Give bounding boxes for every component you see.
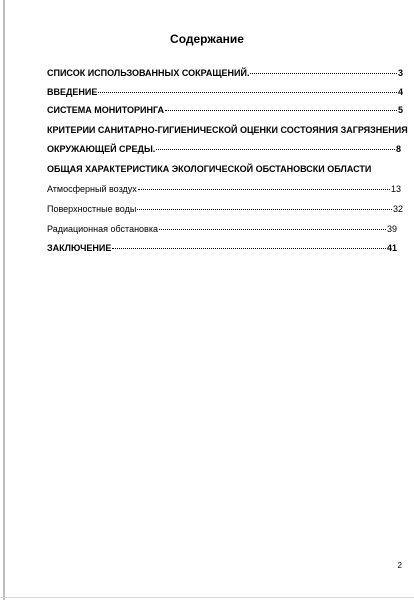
toc-entry-monitoring-system[interactable] (47, 104, 403, 116)
toc-page-number: 13 (390, 184, 401, 194)
page-title: Содержание (170, 32, 244, 46)
toc-entry-conclusion[interactable] (47, 242, 403, 254)
leader-dots (138, 189, 390, 190)
toc-entry-atmospheric-air[interactable] (47, 183, 403, 195)
toc-entry-text: ВВЕДЕНИЕ (47, 87, 98, 97)
scan-edge-bottom (0, 597, 414, 598)
toc-entry-abbreviations[interactable] (47, 67, 403, 79)
toc-entry-criteria[interactable] (47, 124, 408, 155)
toc-entry-radiation-situation[interactable] (47, 223, 403, 235)
toc-entry-surface-waters[interactable] (47, 203, 403, 215)
toc-entry-text: СИСТЕМА МОНИТОРИНГА (47, 105, 164, 115)
toc-entry-general-characteristics[interactable] (47, 163, 403, 175)
leader-dots (250, 73, 397, 74)
toc-entry-introduction[interactable] (47, 86, 403, 98)
toc-entry-text: ОБЩАЯ ХАРАКТЕРИСТИКА ЭКОЛОГИЧЕСКОЙ ОБСТАНОВСКИ ОБЛАСТИ (47, 164, 372, 174)
leader-dots (156, 149, 395, 150)
leader-dots (165, 110, 397, 111)
leader-dots (98, 92, 397, 93)
toc-entry-text-line2: ОКРУЖАЮЩЕЙ СРЕДЫ. (47, 144, 156, 154)
leader-dots (112, 248, 386, 249)
toc-entry-text: Радиационная обстановка (47, 224, 158, 234)
toc-page-number: 3 (397, 68, 403, 78)
toc-page-number: 32 (392, 204, 403, 214)
toc-page-number: 4 (397, 87, 403, 97)
toc-entry-text: Поверхностные воды (47, 204, 137, 214)
leader-dots (159, 229, 386, 230)
toc-entry-text-line1: КРИТЕРИИ САНИТАРНО-ГИГИЕНИЧЕСКОЙ ОЦЕНКИ СОСТОЯНИЯ ЗАГРЯЗНЕНИЯ (47, 125, 408, 135)
page-number: 2 (397, 561, 402, 570)
toc-page-number: 39 (386, 224, 397, 234)
toc-entry-text: ЗАКЛЮЧЕНИЕ (47, 243, 112, 253)
toc-page-number: 5 (397, 105, 403, 115)
toc-entry-text: Атмосферный воздух (47, 184, 137, 194)
leader-dots (137, 209, 392, 210)
toc-page-number: 8 (395, 144, 401, 154)
toc-page-number: 41 (386, 243, 397, 253)
toc-entry-text: СПИСОК ИСПОЛЬЗОВАННЫХ СОКРАЩЕНИЙ. (47, 68, 250, 78)
scan-edge-left (3, 0, 5, 600)
